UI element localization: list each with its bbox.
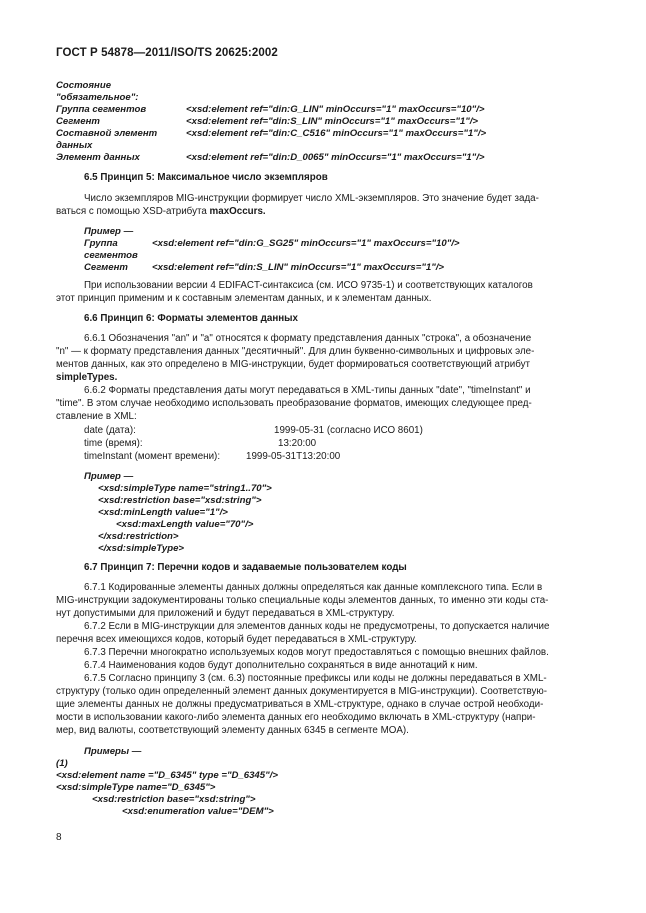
paragraph-line: 6.7.1 Кодированные элементы данных должны определяться как данные комплексного типа. Если в (84, 582, 543, 593)
date-format-value: 13:20:00 (278, 438, 317, 449)
example-label: сегментов (84, 250, 138, 261)
paragraph-line: 6.7.4 Наименования кодов будут дополнительно сохраняться в виде аннотаций к ним. (84, 660, 478, 671)
code-line: <xsd:restriction base="xsd:string"> (92, 794, 256, 805)
code-line: </xsd:simpleType> (98, 543, 185, 554)
mapping-code: <xsd:element ref="din:G_LIN" minOccurs="1" maxOccurs="10"/> (186, 104, 485, 115)
paragraph-line (56, 206, 266, 217)
example-code: <xsd:element ref="din:G_SG25" minOccurs="1" maxOccurs="10"/> (152, 238, 460, 249)
paragraph-line: 6.6.2 Форматы представления даты могут передаваться в XML-типы данных "date", "timeInstant" и (84, 385, 531, 396)
section-heading-6-5: 6.5 Принцип 5: Максимальное число экземпляров (84, 172, 328, 183)
mapping-label: "обязательное": (56, 92, 139, 103)
paragraph-line: мости в использовании какого-либо элемента данных его необходимо включать в XML-структуру (напри- (56, 712, 536, 723)
date-format-value: 1999-05-31T13:20:00 (246, 451, 341, 462)
mapping-label: Составной элемент (56, 128, 158, 139)
paragraph-line: ментов данных, как это определено в MIG-инструкции, будет формироваться соответствующий атрибут (56, 359, 530, 370)
date-format-name: timeInstant (момент времени): (84, 451, 221, 462)
code-line: <xsd:minLength value="1"/> (98, 507, 228, 518)
paragraph-line: этот принцип применим и к составным элементам данных, и к элементам данных. (56, 293, 432, 304)
code-line: (1) (56, 758, 68, 769)
text-run: ваться с помощью XSD-атрибута (56, 206, 210, 217)
mapping-label: Элемент данных (56, 152, 140, 163)
code-line: </xsd:restriction> (98, 531, 179, 542)
section-heading-6-6: 6.6 Принцип 6: Форматы элементов данных (84, 313, 298, 324)
code-line: <xsd:restriction base="xsd:string"> (98, 495, 262, 506)
paragraph-line: MIG-инструкции задокументированы только специальные коды элементов данных, то именно эти коды ста- (56, 595, 549, 606)
page-number: 8 (56, 832, 62, 843)
example-code: <xsd:element ref="din:S_LIN" minOccurs="1" maxOccurs="1"/> (152, 262, 445, 273)
paragraph-line: структуру (только один определенный элемент данных документируется в MIG-инструкции). Соответствую- (56, 686, 547, 697)
mapping-code: <xsd:element ref="din:D_0065" minOccurs="1" maxOccurs="1"/> (186, 152, 485, 163)
paragraph-line: "time". В этом случае необходимо использовать преобразование форматов, имеющих следующее пред- (56, 398, 532, 409)
document-header: ГОСТ Р 54878—2011/ISO/TS 20625:2002 (56, 47, 278, 59)
examples-title: Примеры — (84, 746, 142, 757)
paragraph-line: ставление в XML: (56, 411, 137, 422)
date-format-value: 1999-05-31 (согласно ИСО 8601) (274, 425, 423, 436)
paragraph-line: Число экземпляров MIG-инструкции формирует число XML-экземпляров. Это значение будет зада- (84, 193, 539, 204)
code-line: <xsd:simpleType name="string1..70"> (98, 483, 272, 494)
example-title: Пример — (84, 471, 134, 482)
example-title: Пример — (84, 226, 134, 237)
code-line: <xsd:simpleType name="D_6345"> (56, 782, 216, 793)
code-line: <xsd:element name ="D_6345" type ="D_6345"/> (56, 770, 278, 781)
paragraph-line: При использовании версии 4 EDIFACT-синтаксиса (см. ИСО 9735-1) и соответствующих каталогов (84, 280, 533, 291)
paragraph-line: мер, вид валюты, соответствующий элементу данных 6345 в сегменте MOA). (56, 725, 409, 736)
mapping-code: <xsd:element ref="din:S_LIN" minOccurs="1" maxOccurs="1"/> (186, 116, 479, 127)
mapping-label: Группа сегментов (56, 104, 147, 115)
paragraph-line: нут допустимыми для приложений и будут передаваться в XML-структуру. (56, 608, 395, 619)
example-label: Сегмент (84, 262, 128, 273)
bold-term: simpleTypes. (56, 372, 118, 383)
paragraph-line: "n" — к формату представления данных "десятичный". Для длин буквенно-символьных и цифровых эле- (56, 346, 535, 357)
mapping-label: данных (56, 140, 93, 151)
bold-term: maxOccurs. (209, 206, 266, 217)
mapping-code: <xsd:element ref="din:C_C516" minOccurs="1" maxOccurs="1"/> (186, 128, 487, 139)
section-heading-6-7: 6.7 Принцип 7: Перечни кодов и задаваемые пользователем коды (84, 562, 407, 573)
paragraph-line: перечня всех имеющихся кодов, который будет передаваться в XML-структуру. (56, 634, 417, 645)
paragraph-line: 6.7.2 Если в MIG-инструкции для элементов данных коды не предусмотрены, то допускается наличие (84, 621, 550, 632)
mapping-label: Сегмент (56, 116, 100, 127)
paragraph-line: 6.7.5 Согласно принципу 3 (см. 6.3) постоянные префиксы или коды не должны передаваться в XML- (84, 673, 547, 684)
date-format-name: time (время): (84, 438, 143, 449)
code-line: <xsd:enumeration value="DEM"> (122, 806, 274, 817)
code-line: <xsd:maxLength value="70"/> (116, 519, 254, 530)
mapping-label: Состояние (56, 80, 112, 91)
paragraph-line: 6.6.1 Обозначения "an" и "a" относятся к формату представления данных "строка", а обозначение (84, 333, 532, 344)
example-label: Группа (84, 238, 118, 249)
date-format-name: date (дата): (84, 425, 136, 436)
paragraph-line: 6.7.3 Перечни многократно используемых кодов могут предоставляться с помощью внешних файлов. (84, 647, 549, 658)
paragraph-line: щие элементы данных не должны предусматриваться в XML-структуре, однако в случае острой необходи- (56, 699, 544, 710)
